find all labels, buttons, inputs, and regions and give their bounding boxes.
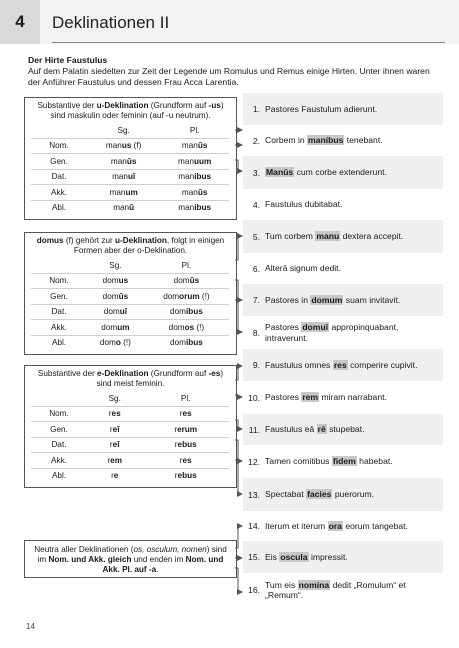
text-run: und enden im [131,554,186,564]
text-run: dom [103,307,120,317]
text-run: (!) [199,291,210,301]
text-run: Faustulus dubitabat. [265,199,343,210]
highlighted-word: domum [311,294,343,305]
sentence-text [265,322,443,343]
bold-text: u-Deklination [96,101,149,110]
text-run: r [109,424,113,434]
sentence-item [243,316,443,349]
table-row [31,304,229,320]
table-row [31,273,229,289]
singular-form [87,453,142,469]
column-header: Pl. [142,391,229,406]
text-run: man [113,203,130,213]
bold-text: erum [177,424,198,434]
plural-form [142,422,229,438]
highlighted-word: ora [328,520,342,531]
intro [28,55,438,88]
bold-text: domus [36,236,64,245]
text-run: r [111,471,114,481]
bold-text: Nom. und Akk. Pl. auf -a [102,554,224,574]
sentence-item [243,189,443,220]
bold-text: -es [208,369,221,378]
text-run: puerorum. [332,489,375,500]
table-header-row [31,123,229,138]
table-row [31,289,229,305]
bold-text: e [113,471,119,481]
singular-form [87,138,160,154]
singular-form [87,335,144,350]
sentence-text [265,360,417,371]
column-header: Sg. [87,123,160,138]
sentence-item [243,445,443,478]
table-row [31,169,229,185]
sentence-number: 8. [252,327,260,338]
text-run: r [179,409,183,419]
highlighted-word: rē [317,424,326,435]
sentence-number: 7. [252,295,260,305]
bold-text: uī [128,172,136,182]
text-run: r [107,455,111,465]
table-row [31,406,229,422]
text-run: Alterā signum dedit. [265,263,341,274]
singular-form [87,320,144,336]
bold-text: orum [179,291,200,301]
plural-form [160,185,229,201]
table-row [31,154,229,170]
text-run: man [181,187,198,197]
sentence-item [243,284,443,316]
plural-form [142,437,229,453]
text-run: stupebat. [326,424,365,435]
plural-form [142,453,229,469]
text-run: Spectabat [265,489,307,500]
column-header: Sg. [87,258,144,273]
sentence-item [243,573,443,607]
table-row [31,335,229,350]
case-label: Gen. [31,154,87,170]
text-run: dom [170,307,186,317]
plural-form [160,154,229,170]
text-run: r [174,440,178,450]
plural-form [144,335,229,350]
declension-table [31,258,229,350]
text-run: (!) [120,338,131,348]
table-row [31,185,229,201]
sentence-text [265,263,341,274]
text-run: Pastores [265,392,302,403]
bold-text: o [115,338,121,348]
case-label: Nom. [31,273,87,289]
bold-text: eī [112,440,120,450]
text-run: dom [173,276,190,286]
text-run: (!) [194,322,205,332]
text-run: comperire cupivit. [347,359,418,370]
case-label: Abl. [51,203,67,213]
text-run: Pastores Faustulum adierunt. [265,103,378,114]
sentence-text [265,167,387,178]
bold-text: uum [193,156,212,166]
singular-form [87,468,142,483]
sentence-item [243,253,443,284]
case-label: Dat. [31,169,87,185]
sentence-text [265,295,400,306]
bold-text: u-Deklination [115,236,167,245]
declension-table [31,123,229,215]
bold-text: um [117,322,130,332]
text-run: (f) [131,141,142,151]
chapter-title: Deklinationen II [52,13,170,32]
sentence-text [265,231,403,242]
text-run: r [108,409,112,419]
plural-form [160,138,229,154]
text-run: Pastores [265,322,302,332]
sentence-number: 14. [248,521,260,531]
text-run: Substantive der [37,101,97,110]
text-run: man [105,141,122,151]
sentence-text [265,456,393,467]
sentence-number: 9. [252,360,260,370]
text-run: , folgt in einigen Formen aber der o-Deklination. [73,236,225,255]
case-label: Gen. [31,289,87,305]
bold-text: ibus [185,338,203,348]
text-run: r [174,471,178,481]
case-label: Nom. [31,138,87,154]
text-run: man [110,156,127,166]
case-label: Nom. [31,406,87,422]
singular-form [87,437,142,453]
text-run: dom [168,322,185,332]
table-row [31,453,229,469]
table-row [31,422,229,438]
column-header: Pl. [160,123,229,138]
sentence-number: 16. [248,585,260,595]
text-run: r [109,440,113,450]
box-description [25,366,236,391]
sentence-text [265,424,364,435]
chapter-number: 4 [0,0,40,44]
bold-text: em [110,455,122,465]
sentence-item [243,220,443,253]
sentence-number: 4. [252,199,260,210]
table-header-row [31,391,229,406]
highlighted-word: res [333,359,347,370]
singular-form [87,422,142,438]
bold-text: ūs [126,156,137,166]
plural-form [160,169,229,185]
singular-form [87,185,160,201]
sentence-number: 10. [248,392,260,403]
header-cell-blank [31,258,87,273]
plural-form [142,406,229,422]
plural-form [144,289,229,305]
sentence-number: 12. [248,456,260,467]
bold-text: us [121,141,132,151]
highlighted-word: facies [307,489,332,500]
text-run: Tum corbem [265,231,316,242]
sentence-number: 6. [252,263,260,274]
box-description [25,542,236,577]
sentence-number: 13. [248,489,260,500]
sentence-number: 15. [248,552,260,562]
sentence-item [243,125,443,156]
bold-text: ebus [177,471,197,481]
text-run: man [178,156,194,166]
case-label: Abl. [51,471,67,481]
column-header: Pl. [144,258,229,273]
highlighted-word: oscula [280,551,308,562]
singular-form [87,200,160,215]
text-run: man [178,203,195,213]
highlighted-word: domuī [302,322,329,332]
sentence-item [243,541,443,573]
sentence-text [265,199,342,210]
sentence-item [243,93,443,125]
highlighted-word: rem [302,392,319,403]
bold-text: ibus [194,203,212,213]
plural-form [142,468,229,483]
sentence-item [243,414,443,445]
text-run: ) sind meist feminin. [96,369,224,388]
bold-text: ūs [197,187,208,197]
header-rule [52,42,445,43]
header-cell-blank [31,391,87,406]
bold-text: -us [208,101,221,110]
sentence-item [243,478,443,511]
sentence-item [243,381,443,414]
text-run: dom [170,338,186,348]
table-row [31,138,229,154]
plural-form [160,200,229,215]
box-description [25,98,236,123]
singular-form [87,406,142,422]
sentence-text [265,135,383,146]
sentence-text [265,489,374,500]
u-declination-box [24,97,237,220]
sentence-item [243,156,443,189]
highlighted-word: manu [316,231,340,242]
singular-form [87,273,144,289]
text-run: dom [163,291,180,301]
box-description [25,233,236,258]
highlighted-word: nomina [298,579,330,590]
text-run: ) sind im [37,544,227,564]
bold-text: ūs [189,276,200,286]
bold-text: Nom. und Akk. gleich [48,554,132,564]
sentence-text [265,392,387,403]
text-run: dom [102,291,119,301]
domus-box [24,232,237,355]
plural-form [144,320,229,336]
text-run: (Grundform auf [148,101,209,110]
text-run: Eis [265,551,280,562]
text-run: man [112,172,128,182]
text-run: Faustulus eā [265,424,317,435]
text-run: (f) gehört zur [63,236,116,245]
text-run: r [179,455,183,465]
table-row [31,320,229,336]
sentence-text [265,104,377,115]
bold-text: e-Deklination [97,369,149,378]
italic-text: os, osculum, nomen [133,544,207,554]
sentence-number: 2. [252,135,260,146]
case-label: Akk. [31,185,87,201]
bold-text: um [125,187,138,197]
bold-text: es [182,409,192,419]
bold-text: es [111,409,121,419]
table-header-row [31,258,229,273]
text-run: Tamen comitibus [265,456,332,467]
table-row [31,437,229,453]
bold-text: ūs [197,141,208,151]
case-label: Abl. [51,338,67,348]
bold-text: ū [129,203,135,213]
text-run: Substantive der [37,369,98,378]
text-run: dedit „Romulum“ et „Remum“. [265,579,406,600]
case-label: Dat. [31,304,87,320]
bold-text: ibus [185,307,203,317]
singular-form [87,304,144,320]
text-run: (Grundform auf [148,369,209,378]
text-run: . [156,564,159,574]
sentence-item [243,349,443,381]
bold-text: eī [112,424,120,434]
plural-form [144,273,229,289]
text-run: man [109,187,126,197]
sentence-number: 3. [252,167,260,178]
text-run: dom [102,276,119,286]
bold-text: uī [119,307,128,317]
case-label: Dat. [31,437,87,453]
singular-form [87,169,160,185]
text-run: dextera accepit. [340,231,404,242]
text-run: eorum tangebat. [342,520,408,531]
text-run: Neutra aller Deklinationen ( [34,544,134,554]
plural-form [144,304,229,320]
intro-text: Auf dem Palatin siedelten zur Zeit der Legende um Romulus und Remus einige Hirten. Unter ihnen waren der Anführer Faustulus und dessen Frau Acca Larentia. [28,66,430,87]
sentence-text [265,521,408,532]
sentence-number: 5. [252,231,260,242]
text-run: cum corbe extenderunt. [294,167,387,178]
text-run: suam invitavit. [343,294,401,305]
sentence-text [265,552,348,563]
text-run: impressit. [308,551,348,562]
text-run: Corbem in [265,135,308,146]
highlighted-word: manibus [308,135,344,146]
table-row [31,200,229,215]
sentence-number: 11. [248,424,260,435]
header-cell-blank [31,123,87,138]
text-run: Tum eis [265,579,298,590]
column-header: Sg. [87,391,142,406]
singular-form [87,154,160,170]
text-run: Iterum et iterum [265,520,328,531]
sentence-number: 1. [252,104,260,114]
case-label: Gen. [31,422,87,438]
text-run: man [181,141,198,151]
bold-text: ebus [177,440,197,450]
highlighted-word: fidem [332,456,356,467]
page-number: 14 [26,622,35,631]
highlighted-word: Manūs [266,167,294,178]
text-run: r [174,424,178,434]
text-run: Faustulus omnes [265,359,333,370]
case-label: Akk. [31,320,87,336]
text-run: dom [99,338,116,348]
declension-table [31,391,229,483]
text-run: Pastores in [265,294,311,305]
text-run: ) sind maskulin oder feminin (auf -u neutrum). [50,101,224,120]
neuter-note-box [24,540,237,578]
text-run: tenebant. [344,135,383,146]
sentence-item [243,511,443,541]
bold-text: ibus [194,172,212,182]
intro-title: Der Hirte Faustulus [28,55,108,65]
text-run: dom [101,322,118,332]
text-run: appropinquabant, intraverunt. [265,322,399,343]
table-row [31,468,229,483]
text-run: habebat. [356,456,393,467]
text-run: man [178,172,195,182]
text-run: miram narrabant. [319,392,387,403]
case-label: Akk. [31,453,87,469]
bold-text: os [184,322,195,332]
singular-form [87,289,144,305]
sentence-text [265,580,443,601]
bold-text: es [182,455,192,465]
bold-text: ūs [118,291,129,301]
bold-text: us [118,276,129,286]
e-declination-box [24,365,237,488]
